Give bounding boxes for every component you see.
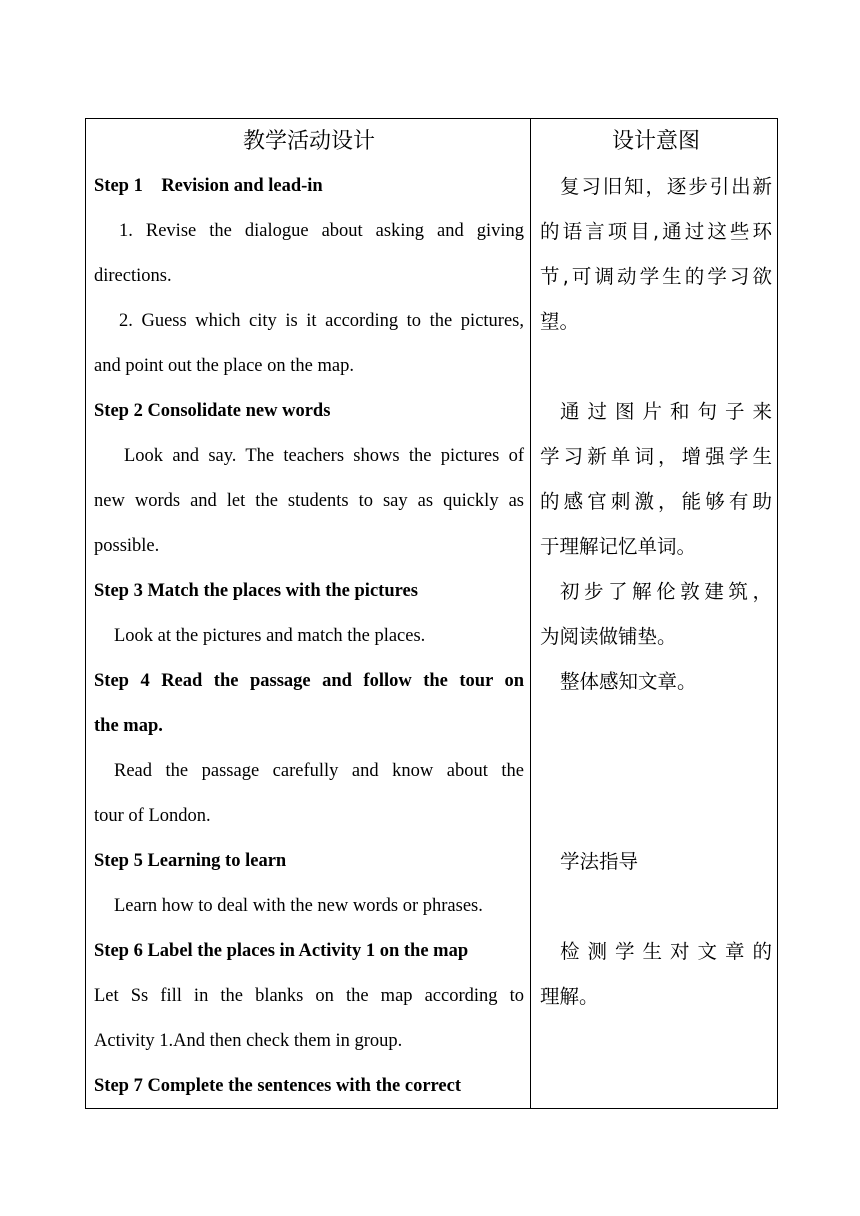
intent-step-2-line-3: 的感官刺激，能够有助 xyxy=(540,490,772,513)
step-6-text-line-2: Activity 1.And then check them in group. xyxy=(94,1031,403,1051)
step-3-text: Look at the pictures and match the places. xyxy=(114,626,426,646)
design-intent-column xyxy=(540,119,772,1019)
step-2-text-line-3: possible. xyxy=(94,536,160,556)
intent-spacer xyxy=(540,794,772,839)
step-1-item-2-line-2: and point out the place on the map. xyxy=(94,356,354,376)
intent-step-4-line-1: 整体感知文章。 xyxy=(560,670,697,693)
step-4-text-line-1: Read the passage carefully and know about the xyxy=(114,761,524,781)
step-4-text-line-2: tour of London. xyxy=(94,806,211,826)
intent-step-2-line-2: 学习新单词，增强学生 xyxy=(540,445,772,468)
step-1-item-1-line-2: directions. xyxy=(94,266,172,286)
step-3-heading: Step 3 Match the places with the pictures xyxy=(94,581,418,601)
step-1-item-2-line-1: 2. Guess which city is it according to the pictures, xyxy=(119,311,524,331)
intent-step-1-line-3: 节,可调动学生的学习欲 xyxy=(540,265,772,288)
intent-step-1-line-4: 望。 xyxy=(540,310,580,333)
intent-step-1-line-1: 复习旧知，逐步引出新 xyxy=(560,175,772,198)
activity-design-header: 教学活动设计 xyxy=(242,129,375,154)
intent-step-6-line-1: 检测学生对文章的 xyxy=(560,940,772,963)
lesson-plan-table xyxy=(85,118,778,1109)
intent-step-3-line-1: 初步了解伦敦建筑， xyxy=(560,580,772,603)
column-divider xyxy=(530,119,531,1108)
intent-step-5-line-1: 学法指导 xyxy=(560,850,639,873)
step-1-item-1-line-1: 1. Revise the dialogue about asking and giving xyxy=(119,221,524,241)
intent-spacer xyxy=(540,749,772,794)
step-5-text: Learn how to deal with the new words or phrases. xyxy=(114,896,483,916)
intent-step-3-line-2: 为阅读做铺垫。 xyxy=(540,625,677,648)
intent-step-1-line-2: 的语言项目,通过这些环 xyxy=(540,220,772,243)
intent-spacer xyxy=(540,704,772,749)
step-4-heading-line-2: the map. xyxy=(94,716,163,736)
step-2-text-line-1: Look and say. The teachers shows the pictures of xyxy=(124,446,524,466)
activity-design-column xyxy=(94,119,524,1109)
step-2-heading: Step 2 Consolidate new words xyxy=(94,401,331,421)
step-1-heading: Step 1 Revision and lead-in xyxy=(94,176,323,196)
intent-spacer xyxy=(540,344,772,389)
step-4-heading-line-1: Step 4 Read the passage and follow the tour on xyxy=(94,671,524,691)
step-6-heading: Step 6 Label the places in Activity 1 on the map xyxy=(94,941,469,961)
step-6-text-line-1: Let Ss fill in the blanks on the map according to xyxy=(94,986,524,1006)
intent-step-2-line-1: 通过图片和句子来 xyxy=(560,400,772,423)
design-intent-header: 设计意图 xyxy=(611,129,700,154)
step-5-heading: Step 5 Learning to learn xyxy=(94,851,287,871)
intent-step-2-line-4: 于理解记忆单词。 xyxy=(540,535,697,558)
step-7-heading: Step 7 Complete the sentences with the correct xyxy=(94,1076,461,1096)
step-2-text-line-2: new words and let the students to say as quickly as xyxy=(94,491,524,511)
intent-step-6-line-2: 理解。 xyxy=(540,985,599,1008)
intent-spacer xyxy=(540,884,772,929)
